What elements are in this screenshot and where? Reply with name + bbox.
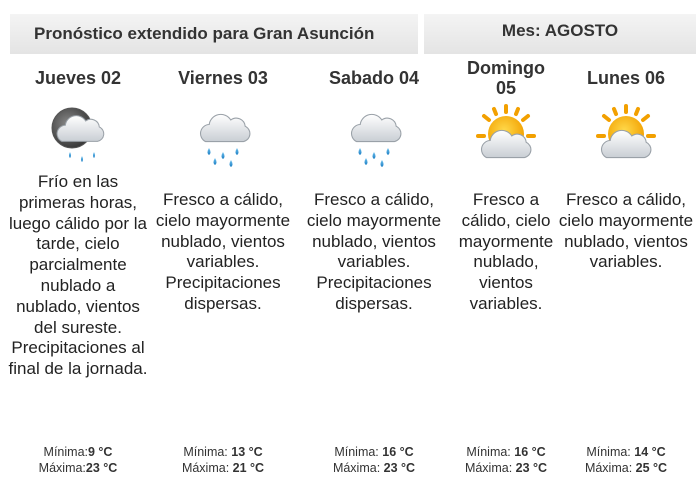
day-name: Lunes 06 xyxy=(586,68,666,88)
day-description: Fresco a cálido, cielo mayormente nublado, vientos variables. Precipitaciones dispersas. xyxy=(155,190,291,313)
max-label: Máxima: xyxy=(181,461,230,475)
min-temp: 16 °C xyxy=(514,445,546,459)
forecast-day-3 xyxy=(300,56,448,486)
min-label: Mínima: xyxy=(334,445,379,459)
forecast-day-4 xyxy=(456,56,556,486)
max-temp: 23 °C xyxy=(515,461,548,475)
max-temp: 25 °C xyxy=(635,461,668,475)
max-temp: 23 °C xyxy=(85,461,118,475)
forecast-day-1 xyxy=(8,56,148,486)
day-name: Domingo 05 xyxy=(467,58,545,98)
max-label: Máxima: xyxy=(38,461,86,475)
day-temperatures xyxy=(8,444,148,476)
day-temperatures xyxy=(558,444,694,476)
day-name: Jueves 02 xyxy=(34,68,122,88)
min-label: Mínima: xyxy=(466,445,511,459)
day-description: Fresco a cálido, cielo mayormente nublado, vientos variables. xyxy=(558,190,694,272)
max-temp: 23 °C xyxy=(383,461,416,475)
max-label: Máxima: xyxy=(332,461,381,475)
min-label: Mínima: xyxy=(43,445,88,459)
night-cloudy-rain-icon xyxy=(42,100,114,172)
forecast-header xyxy=(10,14,696,54)
day-name: Sabado 04 xyxy=(328,68,420,88)
month-label: Mes: AGOSTO xyxy=(424,14,696,54)
min-temp: 14 °C xyxy=(634,445,666,459)
max-label: Máxima: xyxy=(584,461,633,475)
forecast-day-5 xyxy=(558,56,694,486)
min-temp: 9 °C xyxy=(88,445,113,459)
day-description: Frío en las primeras horas, luego cálido por la tarde, cielo parcialmente nublado a nublado, vientos del sureste. Precipitaciones al final de la jornada. xyxy=(8,172,148,379)
day-name: Viernes 03 xyxy=(178,68,268,88)
rain-cloud-icon xyxy=(338,100,410,172)
day-description: Fresco a cálido, cielo mayormente nublado, vientos variables. Precipitaciones dispersas. xyxy=(306,190,442,313)
min-temp: 16 °C xyxy=(382,445,414,459)
day-temperatures xyxy=(150,444,296,476)
sun-cloud-icon xyxy=(590,100,662,172)
forecast-day-2 xyxy=(150,56,296,486)
min-temp: 13 °C xyxy=(231,445,263,459)
max-label: Máxima: xyxy=(464,461,513,475)
min-label: Mínima: xyxy=(586,445,631,459)
forecast-title: Pronóstico extendido para Gran Asunción xyxy=(10,14,418,54)
day-temperatures xyxy=(300,444,448,476)
min-label: Mínima: xyxy=(183,445,228,459)
rain-cloud-icon xyxy=(187,100,259,172)
day-temperatures xyxy=(456,444,556,476)
day-description: Fresco a cálido, cielo mayormente nublado, vientos variables. xyxy=(458,190,554,313)
max-temp: 21 °C xyxy=(232,461,265,475)
sun-cloud-icon xyxy=(470,100,542,172)
